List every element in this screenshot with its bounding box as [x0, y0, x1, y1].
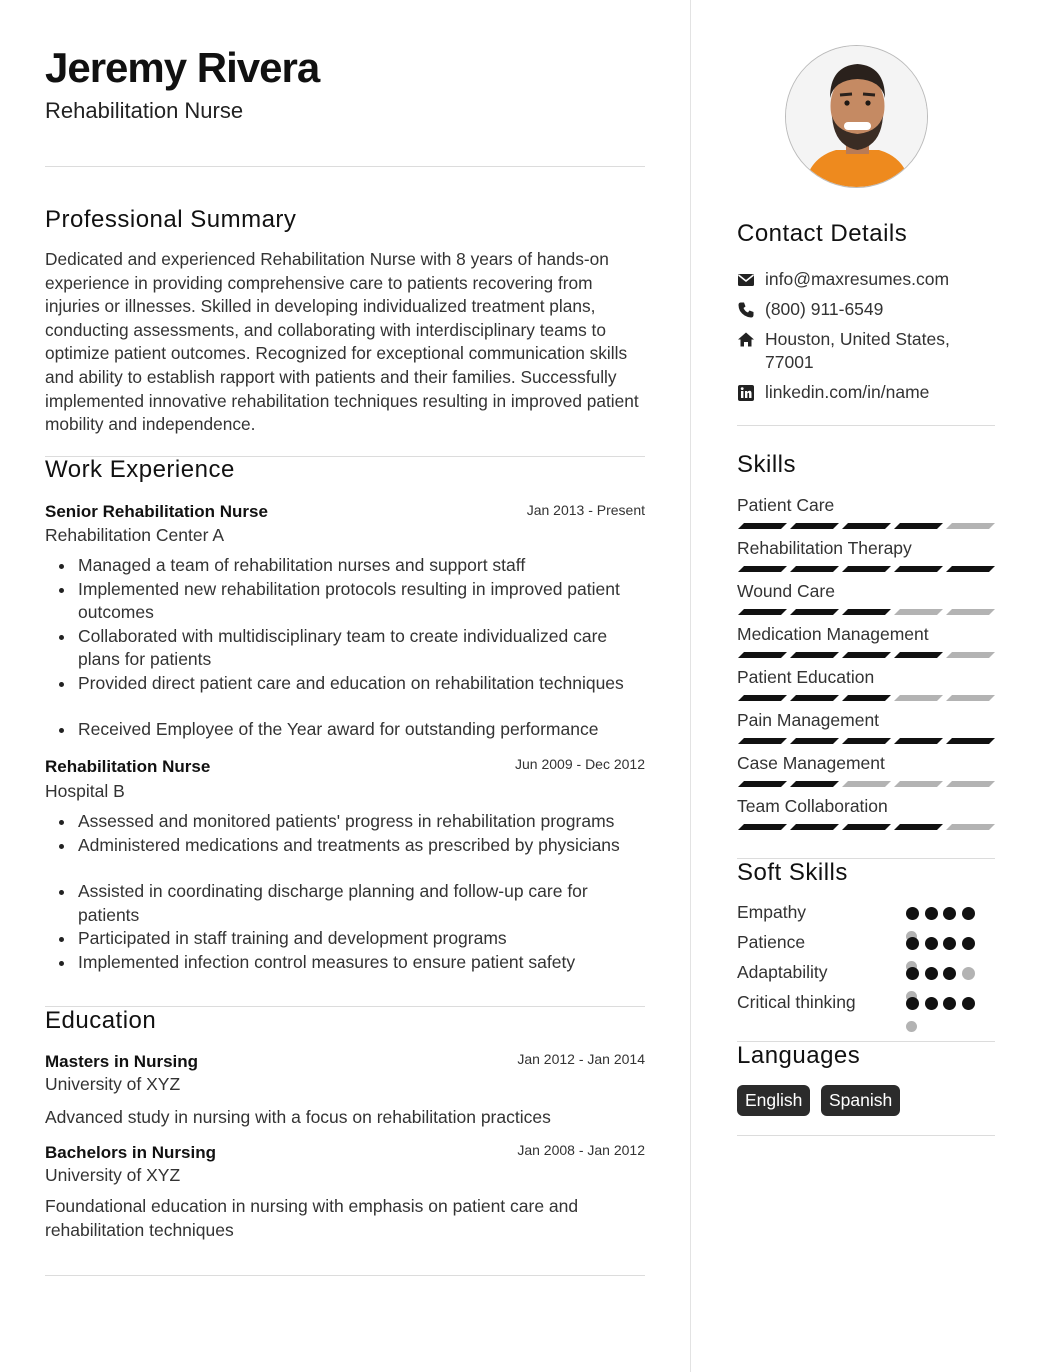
skill-segment-filled [946, 738, 995, 744]
skills-heading: Skills [737, 451, 797, 478]
list-item: Managed a team of rehabilitation nurses and support staff [45, 554, 645, 578]
contact-address-text: Houston, United States, 77001 [765, 329, 950, 372]
skill-segment-filled [738, 566, 787, 572]
skill-segment-filled [738, 609, 787, 615]
job-bullets [45, 554, 645, 742]
skill-segment-filled [738, 781, 787, 787]
education-heading: Education [45, 1007, 157, 1034]
languages-heading: Languages [737, 1042, 861, 1069]
list-item: Provided direct patient care and education on rehabilitation techniques [45, 672, 645, 696]
degree-title: Masters in Nursing [45, 1052, 199, 1071]
rating-dot-filled [943, 997, 956, 1010]
summary-text: Dedicated and experienced Rehabilitation Nurse with 8 years of hands-on experience in providing comprehensive care to patients recovering from injuries or illnesses. Skilled in developing individualized treatment plans, conducting assessments, and collaborating with interdisciplinary teams to optimize patient outcomes. Recognized for exceptional communication skills and ability to establish rapport with patients and their families. Successfully implemented innovative rehabilitation techniques resulting in improved patient mobility and independence. [45, 249, 639, 435]
linkedin-icon [737, 384, 755, 402]
rating-dot-filled [962, 937, 975, 950]
rating-dot-filled [925, 967, 938, 980]
rating-dot-filled [962, 997, 975, 1010]
degree-dates: Jan 2012 - Jan 2014 [517, 1051, 645, 1067]
contact-linkedin[interactable] [737, 381, 995, 404]
job-dates: Jan 2013 - Present [526, 502, 645, 518]
skill-segment-filled [790, 738, 839, 744]
skill-segment-empty [842, 781, 891, 787]
skill-segment-filled [842, 566, 891, 572]
list-item: Implemented new rehabilitation protocols resulting in improved patient outcomes [45, 578, 645, 625]
skill-segment-filled [790, 609, 839, 615]
rating-dot-filled [925, 937, 938, 950]
experience-heading: Work Experience [45, 456, 235, 483]
rating-dot-filled [943, 967, 956, 980]
skill-segment-filled [790, 781, 839, 787]
list-item: Administered medications and treatments as prescribed by physicians [45, 834, 645, 858]
language-badge: Spanish [821, 1085, 900, 1116]
skill-segment-filled [738, 738, 787, 744]
skill-segment-filled [738, 523, 787, 529]
contact-divider [737, 425, 995, 426]
skill-segment-empty [946, 695, 995, 701]
skill-segment-filled [790, 652, 839, 658]
list-item: Implemented infection control measures to ensure patient safety [45, 951, 645, 975]
skill-segment-filled [842, 652, 891, 658]
rating-dot-empty [962, 967, 975, 980]
job-organization: Hospital B [45, 781, 125, 801]
skill-segment-empty [946, 824, 995, 830]
skill-level-bar [737, 781, 995, 787]
skill-segment-empty [946, 609, 995, 615]
rating-dot-filled [943, 937, 956, 950]
skill-segment-filled [946, 566, 995, 572]
skill-name: Rehabilitation Therapy [737, 538, 912, 558]
skill-segment-filled [790, 695, 839, 701]
job-organization: Rehabilitation Center A [45, 525, 224, 545]
list-item: Participated in staff training and development programs [45, 927, 645, 951]
contact-phone-text: (800) 911-6549 [765, 299, 884, 319]
skill-segment-filled [790, 824, 839, 830]
rating-dot-filled [906, 937, 919, 950]
candidate-name: Jeremy Rivera [45, 44, 320, 91]
soft-skill-name: Critical thinking [737, 992, 856, 1012]
summary-heading: Professional Summary [45, 206, 297, 233]
skill-segment-filled [894, 566, 943, 572]
contact-email-text: info@maxresumes.com [765, 269, 950, 289]
soft-skills-heading: Soft Skills [737, 859, 848, 886]
skill-name: Case Management [737, 753, 885, 773]
list-item: Collaborated with multidisciplinary team to create individualized care plans for patients [45, 625, 645, 672]
skill-segment-empty [894, 609, 943, 615]
skill-segment-filled [894, 824, 943, 830]
job-bullets [45, 810, 645, 974]
degree-description: Foundational education in nursing with emphasis on patient care and rehabilitation techniques [45, 1196, 579, 1240]
skill-level-bar [737, 652, 995, 658]
contact-email[interactable] [737, 268, 995, 291]
language-badge: English [737, 1085, 810, 1116]
list-item: Assessed and monitored patients' progress in rehabilitation programs [45, 810, 645, 834]
degree-dates: Jan 2008 - Jan 2012 [517, 1142, 645, 1158]
soft-skill-name: Patience [737, 932, 806, 952]
skill-name: Medication Management [737, 624, 929, 644]
rating-dot-filled [925, 997, 938, 1010]
skill-level-bar [737, 609, 995, 615]
rating-dot-filled [925, 907, 938, 920]
skill-level-bar [737, 695, 995, 701]
avatar-portrait-icon [786, 46, 928, 188]
header-divider [45, 166, 645, 167]
skill-segment-empty [946, 523, 995, 529]
languages-divider [737, 1135, 995, 1136]
list-item: Assisted in coordinating discharge planning and follow-up care for patients [45, 880, 645, 927]
skill-segment-empty [946, 652, 995, 658]
skill-name: Team Collaboration [737, 796, 888, 816]
column-divider [690, 0, 691, 1372]
skill-segment-filled [790, 566, 839, 572]
rating-dot-empty [906, 1021, 917, 1032]
job-dates: Jun 2009 - Dec 2012 [515, 756, 645, 772]
school-name: University of XYZ [45, 1074, 181, 1094]
skill-level-bar [737, 824, 995, 830]
skill-segment-filled [738, 695, 787, 701]
contact-phone[interactable] [737, 298, 995, 321]
avatar [785, 45, 928, 188]
skill-name: Pain Management [737, 710, 880, 730]
candidate-role: Rehabilitation Nurse [45, 98, 244, 123]
skill-segment-filled [842, 695, 891, 701]
skill-level-bar [737, 523, 995, 529]
rating-dot-filled [962, 907, 975, 920]
list-item: Received Employee of the Year award for outstanding performance [45, 718, 645, 742]
education-divider [45, 1275, 645, 1276]
soft-skill-name: Adaptability [737, 962, 828, 982]
skill-segment-filled [842, 824, 891, 830]
rating-dot-filled [906, 967, 919, 980]
skill-level-bar [737, 738, 995, 744]
home-icon [737, 331, 755, 349]
skill-segment-empty [946, 781, 995, 787]
envelope-icon [737, 271, 755, 289]
skill-segment-empty [894, 695, 943, 701]
contact-heading: Contact Details [737, 220, 908, 247]
phone-icon [737, 301, 755, 319]
skill-segment-filled [842, 523, 891, 529]
rating-dot-filled [906, 907, 919, 920]
contact-linkedin-text: linkedin.com/in/name [765, 382, 930, 402]
skill-segment-filled [842, 609, 891, 615]
degree-title: Bachelors in Nursing [45, 1143, 216, 1162]
skill-name: Patient Care [737, 495, 835, 515]
skill-segment-filled [738, 824, 787, 830]
skill-name: Patient Education [737, 667, 875, 687]
skill-segment-filled [842, 738, 891, 744]
job-title: Rehabilitation Nurse [45, 757, 211, 776]
degree-description: Advanced study in nursing with a focus on rehabilitation practices [45, 1107, 551, 1127]
skill-segment-empty [894, 781, 943, 787]
skill-level-bar [737, 566, 995, 572]
skill-name: Wound Care [737, 581, 835, 601]
rating-dot-filled [943, 907, 956, 920]
rating-dot-filled [906, 997, 919, 1010]
skill-segment-filled [894, 738, 943, 744]
skill-segment-filled [894, 523, 943, 529]
soft-skill-name: Empathy [737, 902, 807, 922]
skill-segment-filled [894, 652, 943, 658]
skill-segment-filled [790, 523, 839, 529]
job-title: Senior Rehabilitation Nurse [45, 502, 268, 521]
school-name: University of XYZ [45, 1165, 181, 1185]
skill-segment-filled [738, 652, 787, 658]
contact-address [737, 328, 995, 374]
